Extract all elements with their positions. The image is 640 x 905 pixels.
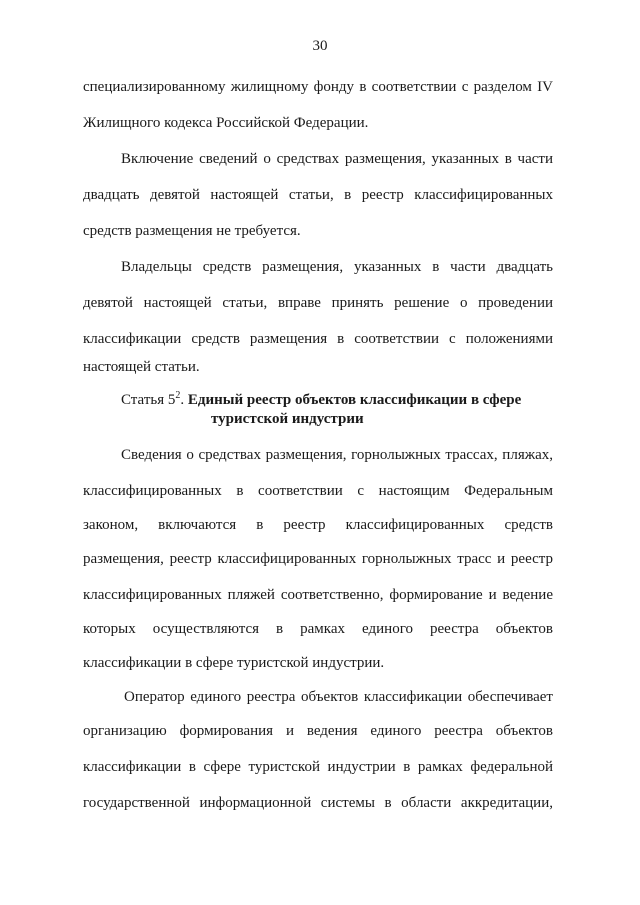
- article-title-line1: Единый реестр объектов классификации в сфере: [187, 392, 522, 408]
- text-line: государственной информационной системы в области аккредитации,: [83, 795, 553, 811]
- text-line: классифицированных пляжей соответственно, формирование и ведение: [83, 587, 553, 603]
- text-line: которых осуществляются в рамках единого реестра объектов: [83, 621, 553, 637]
- page-number: 30: [312, 38, 328, 54]
- text-line: Владельцы средств размещения, указанных в части двадцать: [121, 259, 553, 275]
- text-line: девятой настоящей статьи, вправе принять решение о проведении: [83, 295, 553, 311]
- text-line: Сведения о средствах размещения, горнолыжных трассах, пляжах,: [121, 447, 553, 463]
- text-line: организацию формирования и ведения единого реестра объектов: [83, 723, 553, 739]
- article-heading: [121, 391, 521, 409]
- text-line: классификации средств размещения в соответствии с положениями: [83, 331, 553, 347]
- text-line: Включение сведений о средствах размещения, указанных в части: [121, 151, 553, 167]
- text-line: классифицированных в соответствии с настоящим Федеральным: [83, 483, 553, 499]
- article-dot: .: [180, 392, 185, 408]
- article-prefix: Статья 5: [121, 392, 176, 408]
- article-title-line2: туристской индустрии: [211, 411, 364, 427]
- text-line: размещения, реестр классифицированных горнолыжных трасс и реестр: [83, 551, 553, 567]
- text-line: настоящей статьи.: [83, 359, 200, 375]
- text-line: специализированному жилищному фонду в соответствии с разделом IV: [83, 79, 553, 95]
- text-line: законом, включаются в реестр классифицированных средств: [83, 517, 553, 533]
- text-line: классификации в сфере туристской индустрии.: [83, 655, 385, 671]
- text-line: средств размещения не требуется.: [83, 223, 301, 239]
- article-superscript: 2: [175, 390, 181, 401]
- text-line: двадцать девятой настоящей статьи, в реестр классифицированных: [83, 187, 553, 203]
- text-line: классификации в сфере туристской индустрии в рамках федеральной: [83, 759, 553, 775]
- text-line: Жилищного кодекса Российской Федерации.: [83, 115, 369, 131]
- text-line: Оператор единого реестра объектов классификации обеспечивает: [124, 689, 553, 705]
